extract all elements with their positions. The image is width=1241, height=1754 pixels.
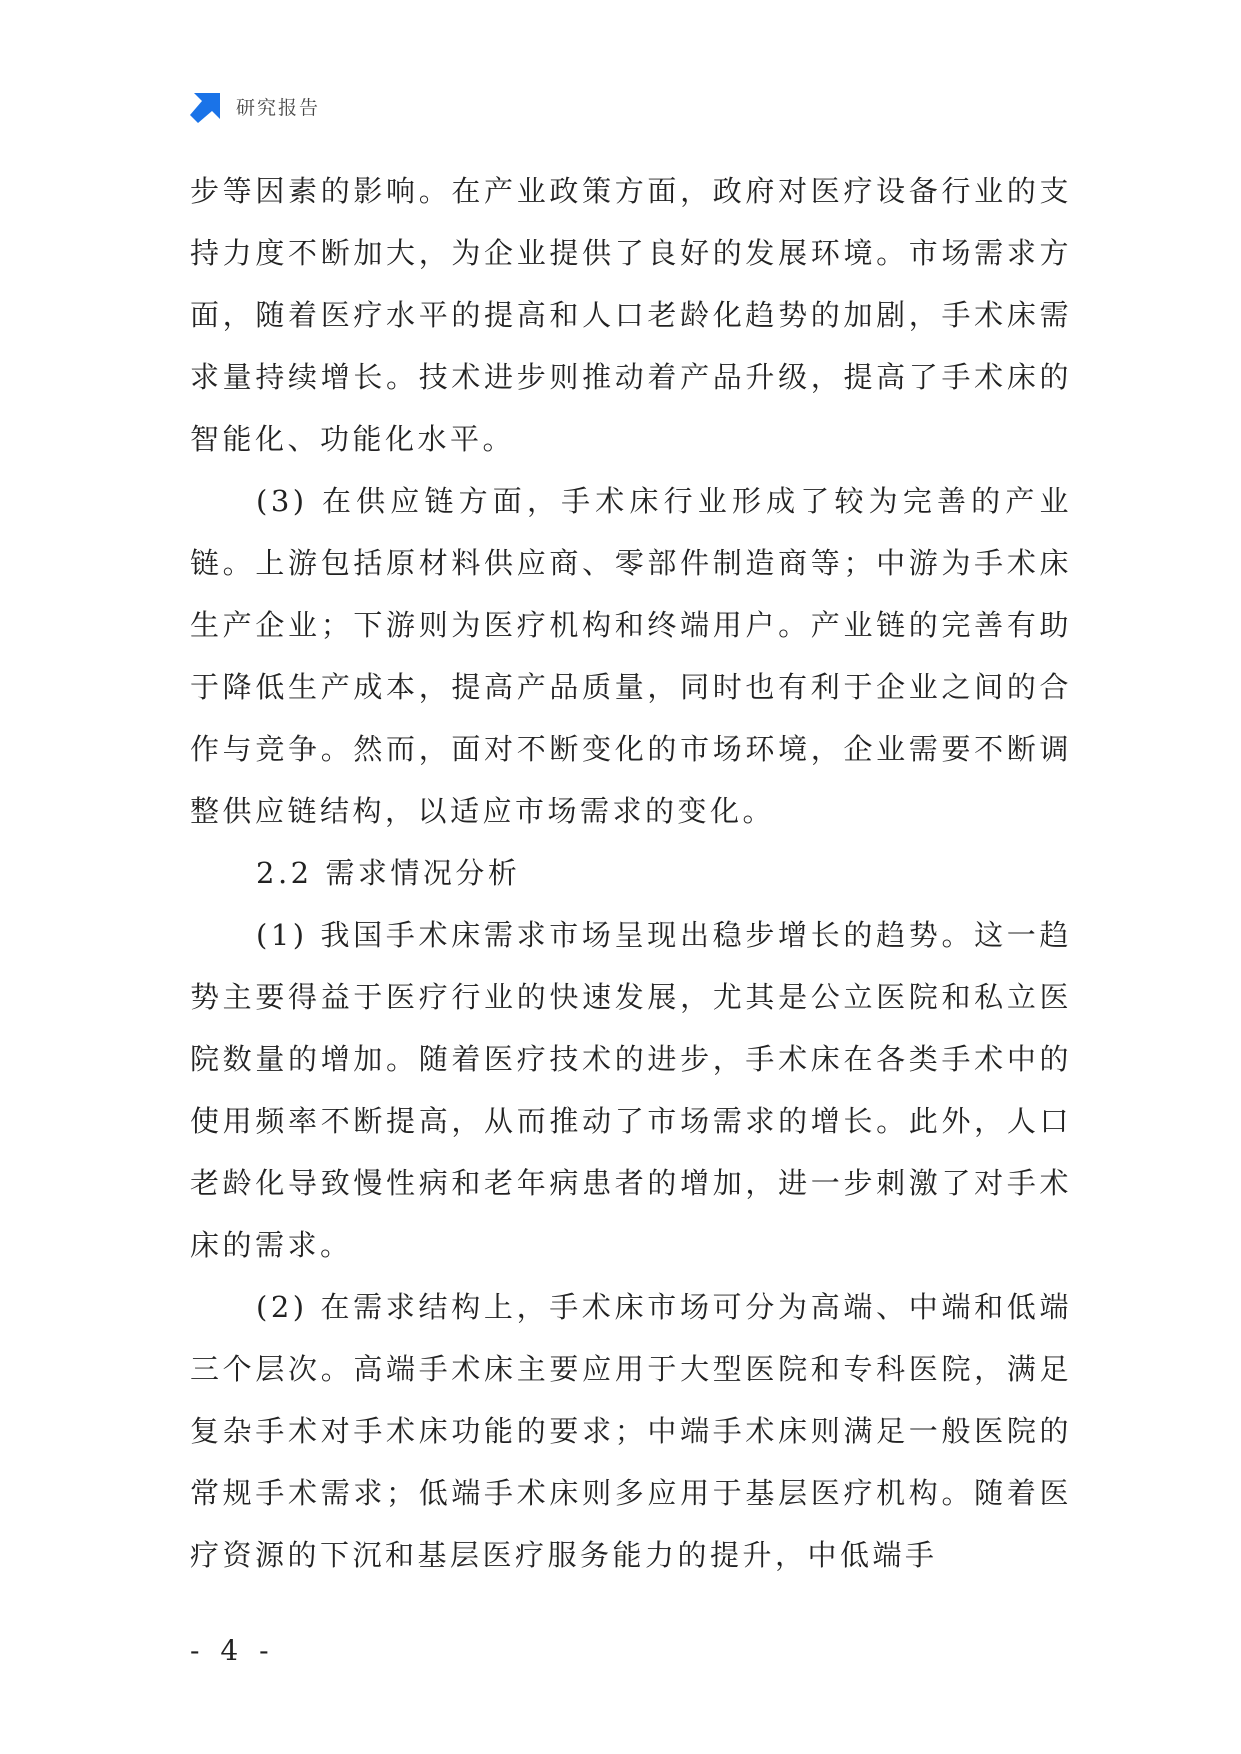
paragraph-continuation: 步等因素的影响。在产业政策方面，政府对医疗设备行业的支持力度不断加大，为企业提供了良好的发展环境。市场需求方面，随着医疗水平的提高和人口老龄化趋势的加剧，手术床需求量持续增长。技术进步则推动着产品升级，提高了手术床的智能化、功能化水平。 [190, 174, 1072, 456]
report-header [190, 88, 320, 124]
header-title: 研究报告 [236, 96, 321, 119]
page-number: - 4 - [190, 1634, 275, 1667]
paragraph-demand-structure: (2) 在需求结构上，手术床市场可分为高端、中端和低端三个层次。高端手术床主要应用于大型医院和专科医院，满足复杂手术对手术床功能的要求；中端手术床则满足一般医院的常规手术需求；低端手术床则多应用于基层医疗机构。随着医疗资源的下沉和基层医疗服务能力的提升，中低端手 [190, 1290, 1072, 1572]
section-heading: 2.2 需求情况分析 [256, 856, 521, 890]
arrow-up-right-icon [190, 89, 224, 123]
document-body [190, 160, 1072, 1586]
paragraph-demand-trend: (1) 我国手术床需求市场呈现出稳步增长的趋势。这一趋势主要得益于医疗行业的快速发展，尤其是公立医院和私立医院数量的增加。随着医疗技术的进步，手术床在各类手术中的使用频率不断提高，从而推动了市场需求的增长。此外，人口老龄化导致慢性病和老年病患者的增加，进一步刺激了对手术床的需求。 [190, 918, 1072, 1262]
paragraph-supply-chain: (3) 在供应链方面，手术床行业形成了较为完善的产业链。上游包括原材料供应商、零部件制造商等；中游为手术床生产企业；下游则为医疗机构和终端用户。产业链的完善有助于降低生产成本，提高产品质量，同时也有利于企业之间的合作与竞争。然而，面对不断变化的市场环境，企业需要不断调整供应链结构，以适应市场需求的变化。 [190, 484, 1072, 828]
